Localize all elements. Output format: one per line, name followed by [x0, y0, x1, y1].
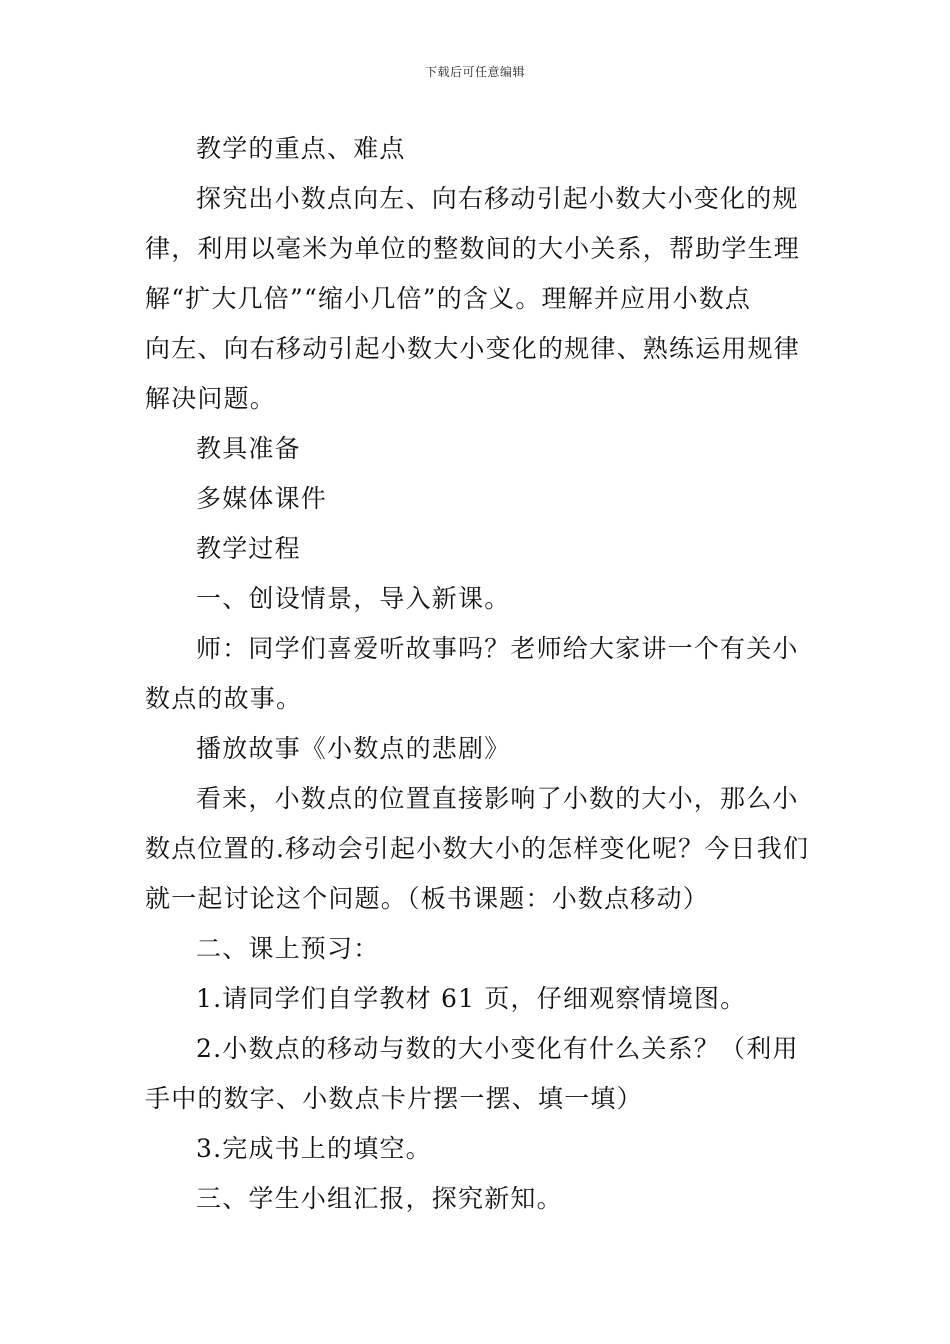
step-heading-2: 二、课上预习： [196, 934, 380, 963]
list-item: 1.请同学们自学教材 61 页，仔细观察情境图。 [196, 984, 747, 1013]
paragraph-line: 多媒体课件 [196, 484, 328, 513]
section-heading-key-points: 教学的重点、难点 [196, 134, 406, 163]
list-item: 2.小数点的移动与数的大小变化有什么关系？（利用 [196, 1034, 799, 1063]
paragraph-line: 播放故事《小数点的悲剧》 [196, 734, 511, 763]
paragraph-line: 就一起讨论这个问题。（板书课题：小数点移动） [145, 884, 709, 913]
paragraph-line: 律，利用以毫米为单位的整数间的大小关系，帮助学生理 [145, 234, 801, 263]
paragraph-line: 看来，小数点的位置直接影响了小数的大小，那么小 [196, 784, 799, 813]
section-heading-teaching-process: 教学过程 [196, 534, 301, 563]
paragraph-line: 师：同学们喜爱听故事吗？老师给大家讲一个有关小 [196, 634, 799, 663]
step-heading-1: 一、创设情景，导入新课。 [196, 584, 511, 613]
page-header: 下载后可任意编辑 [424, 65, 525, 79]
paragraph-line: 数点的故事。 [145, 684, 303, 713]
list-item: 3.完成书上的填空。 [196, 1134, 432, 1163]
document-body [145, 124, 810, 1224]
list-item-continuation: 手中的数字、小数点卡片摆一摆、填一填） [145, 1084, 643, 1113]
section-heading-teaching-aids: 教具准备 [196, 434, 301, 463]
paragraph-line: 数点位置的.移动会引起小数大小的怎样变化呢？今日我们 [145, 834, 810, 863]
step-heading-3: 三、学生小组汇报，探究新知。 [196, 1184, 563, 1213]
paragraph-line: 探究出小数点向左、向右移动引起小数大小变化的规 [196, 184, 799, 213]
paragraph-line: 向左、向右移动引起小数大小变化的规律、熟练运用规律 [145, 334, 801, 363]
paragraph-line: 解“扩大几倍”“缩小几倍”的含义。理解并应用小数点 [145, 284, 752, 313]
paragraph-line: 解决问题。 [145, 384, 277, 413]
